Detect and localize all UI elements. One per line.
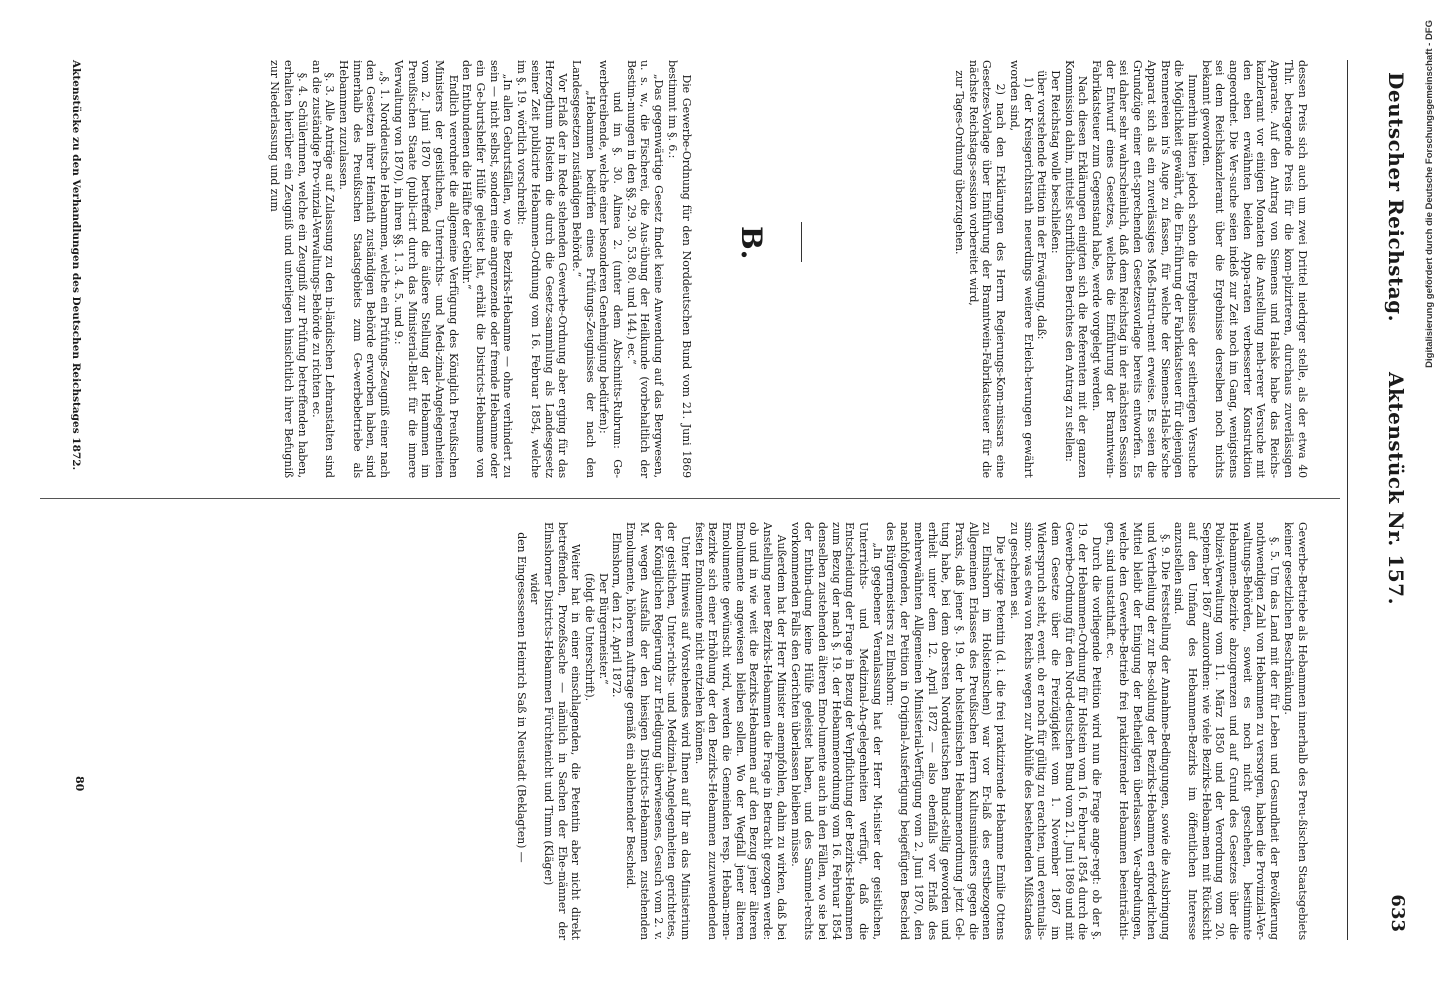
running-header — [1368, 72, 1408, 932]
right-column-text: Gewerbe-Betriebe als Hebammen innerhalb des Preu-ßischen Staatsgebiets keiner gesetzlichen Beschränkung. §. 5. Um das Land mit der für Leben und Gesundheit der Bevölkerung nothwendigen Zahl von Hebammen zu versorgen, haben die Provinzial-Ver-waltungs-Behörden, soweit es noch nicht geschehen, bestimmte Hebammen-Bezirke abzugrenzen und auf Grund des Gesetzes über die Polizei-Verwaltung vom 11. März 1850 und der Verordnung vom 20. Septem-ber 1867 anzuordnen: wie viele Bezirks-Hebam-men mit Rücksicht auf den Umfang des Hebammen-Bezirks im öffentlichen Interesse anzustellen sind. §. 9. Die Feststellung der Annahme-Bedingungen, sowie die Ausbringung und Vertheilung der zur Be-soldung der Bezirks-Hebammen erforderlichen Mittel bleibt der Einigung der Betheiligten überlassen. Ver-abredungen, welche den Gewerbe-Betrieb frei praktizirender Hebammen beeinträchti-gen, sind unstatthaft. ec. Durch die vorliegende Petition wird nun die Frage ange-regt: ob der §. 19. der Hebammen-Ordnung für Holstein vom 16. Februar 1854 durch die Gewerbe-Ordnung für den Nord-deutschen Bund vom 21. Juni 1869 und mit dem Gesetze über die Freizügigkeit vom 1. November 1867 im Widerspruch steht, event. ob er noch für gültig zu erachten, und eventualis-simo: was etwa von Reichs wegen zur Abhülfe des bestehenden Mißstandes zu geschehen sei. Die jetzige Petentin (d. i. die frei praktizirende Hebamme Emilie Ottens zu Elmshorn im Holsteinschen) war vor Er-laß des erstbezogenen Allgemeinen Erlasses des Preußischen Herrn Kultusministers gegen die Praxis, daß jener §. 19. der holsteinischen Hebammenordnung jetzt Gel-tung habe, bei dem obersten Norddeutschen Bund-stellig geworden und erhielt unter dem 12. April 1872 — also ebenfalls vor Erlaß des mehrerwähnten Allgemeinen Ministerial-Verfügung vom 2. Juni 1870, den nachfolgenden, der Petition in Original-Ausfertigung beigefügten Bescheid des Bürgermeisters zu Elmshorn: „In gegebener Veranlassung hat der Herr Mi-nister der geistlichen, Unterrichts- und Medizinal-An-gelegenheiten verfügt, daß die Entscheidung der Frage in Bezug der Verpflichtung der Bezirks-Hebammen zum Bezug der nach §. 19. der Hebammenordnung vom 16. Februar 1854 denselben zustehenden älteren Emo-lumente auch in den Fällen, wo sie bei der Entbin-dung keine Hülfe geleistet haben, und des Sammel-rechts vorkommenden Falls den Gerichten überlassen bleiben müsse. Außerdem hat der Herr Minister anempfohlen, dahin zu wirken, daß bei Anstellung neuer Bezirks-Hebammen die Frage in Betracht gezogen werde: ob und in wie weit die Bezirks-Hebammen auf den Bezug jener älteren Emolumente angewiesen bleiben sollen. Wo der Wegfall jener älteren Emolumente gewünscht wird, werden die Gemeinden resp. Hebam-men-Bezirke sich einer Erhöhung der den Bezirks-Hebammen zuzuwendenden festen Emolumente nicht entziehen können. Unter Hinweis auf Vorstehendes wird Ihnen auf Ihr an das Ministerium der geistlichen, Unter-richts- und Medizinal-Angelegenheiten gerichtetes, der Königlichen Regierung zur Erledigung überwiesenes, Gesuch vom 2. v. M. wegen Ausfalls der den hiesigen Districts-Hebammen zustehenden Emolumente, höherem Auftrage gemäß ein ablehnender Bescheid. Elmshorn, den 12. April 1872. Der Bürgermeister.“ (folgt die Unterschrift). Weiter hat in einer einschlagenden, die Petentin aber nicht direkt betreffenden, Prozeßsache — nämlich in Sachen der Ehe-männer der Elmshorner Districts-Hebammen Fürchtenicht und Timm (Kläger) wider den Eingesessenen Heinrich Saß in Neustadt (Beklagten) — — [514, 522, 1309, 941]
left-column-text-part-b: Die Gewerbe-Ordnung für den Norddeutschen Bund vom 21. Juni 1869 bestimmt im §. 6.: „Das gegenwärtige Gesetz findet keine Anwendung auf das Bergwesen, u. s. w., die Fischerei, die Aus-übung der Heilkunde (vorbehaltlich der Bestim-mungen in den §§. 29. 30. 53. 80. und 144.) ec.“ und im §. 30. Alinea 2. (unter dem Abschnitts-Rubrum: Ge-werbetreibende, welche einer besonderen Genehmigung bedürfen): „Hebammen bedürfen eines Prüfungs-Zeugnisses der nach den Landesgesetzen zuständigen Behörde.“ Vor Erlaß der in Rede stehenden Gewerbe-Ordnung aber erging für das Herzogthum Holstein die durch die Gesetz-sammlung als Landesgesetz seiner Zeit publicirte Hebammen-Ordnung vom 16. Februar 1854, welche im §. 19. wörtlich vorschreibt: „In allen Geburtsfällen, wo die Bezirks-Hebamme — ohne verhindert zu sein — nicht selbst, sondern eine angrenzende oder fremde Hebamme oder ein Ge-burtshelfer Hülfe geleistet hat, erhält die Districts-Hebamme von den Entbundenen die Hälfte der Gebühr.“ Endlich verordnet die allgemeine Verfügung des Königlich Preußischen Ministers der geistlichen, Unterrichts- und Medi-zinal-Angelegenheiten vom 2. Juni 1870 betreffend die äußere Stellung der Hebammen im Preußischen Staate (publi-cirt durch das Ministerial-Blatt für die innere Verwaltung von 1870), in ihren §§. 1. 3. 4. 5. und 9.: „§. 1. Norddeutsche Hebammen, welche ein Prüfungs-Zeugniß einer nach den Gesetzen ihrer Heimath zuständigen Behörde erworben haben, sind innerhalb des Preußischen Staatsgebiets zum Ge-werbebetriebe als Hebammen zuzulassen. §. 3. Alle Anträge auf Zulassung zu den in-ländischen Lehranstalten sind an die zuständige Pro-vinzial-Verwaltungs-Behörde zu richten ec. §. 4. Schülerinnen, welche ein Zeugniß zur Prüfung betreffenden haben, erhalten hierüber ein Zeugniß und unterliegen hinsichtlich ihrer Befugniß zur Niederlassung und zum — [268, 60, 693, 478]
page-footer: Aktenstücke zu den Verhandlungen des Deutschen Reichstages 1872. — [70, 60, 82, 471]
left-column — [925, 60, 1336, 478]
left-column-section-b — [240, 60, 720, 478]
left-column-text-part-a: dessen Preis sich auch um zwei Drittel niedriger stelle, als der etwa 40 Thlr. betragende Preis für die kom-plizirteren, durchaus zuverlässigen Apparate. Auf den Antrag von Siemens und Halske habe das Reichs-kanzleramt vor einigen Monaten die Anstellung meh-rerer Versuche mit den eben erwähnten beiden Appa-raten verbesserter Konstruktion angeordnet. Die Ver-suche seien indeß zur Zeit noch im Gang, wenigstens sei dem Reichskanzleramt über die Ergebnisse derselben noch nichts bekannt geworden. Immerhin hätten jedoch schon die Ergebnisse der seitherigen Versuche die Möglichkeit gewährt, die Ein-führung der Fabrikatsteuer für diejenigen Brennereien in's Auge zu fassen, für welche der Siemens-Hals-ke'sche Apparat sich als ein zuverlässiges Meß-Instru-ment erweise. Es seien die Grundzüge einer ent-sprechenden Gesetzesvorlage bereits entworfen. Es sei daher sehr wahrscheinlich, daß dem Reichstag in der nächsten Session der Entwurf eines Gesetzes, welches die Einführung der Branntwein-Fabrikatsteuer zum Gegenstand habe, werde vorgelegt werden. Nach diesen Erklärungen einigten sich die Referenten mit der ganzen Kommission dahin, mittelst schriftlichen Berichtes den Antrag zu stellen: Der Reichstag wolle beschließen: über vorstehende Petition in der Erwägung, daß: 1) der Kreisgerichtsrath neuerdings weitere Erleich-terungen gewährt worden sind, 2) nach den Erklärungen des Herrn Regierungs-Kom-missars eine Gesetzes-Vorlage über Einführung der Branntwein-Fabrikatsteuer für die nächste Reichstags-session vorbereitet wird, zur Tages-Ordnung überzugehen. — [953, 60, 1309, 478]
section-divider-rule — [801, 222, 802, 262]
digitization-credit: Digitalisierung gefördert durch die Deutsche Forschungsgemeinschaft - DFG — [1424, 20, 1435, 368]
section-letter: B. — [735, 226, 768, 260]
signature-mark: 80 — [73, 776, 86, 792]
header-rule — [1347, 60, 1348, 940]
header-document-number: Aktenstück Nr. 157. — [1384, 372, 1408, 606]
header-publication-title: Deutscher Reichstag. — [1384, 72, 1408, 323]
header-page-number: 633 — [1387, 894, 1408, 932]
right-column — [486, 522, 1336, 940]
column-separator — [40, 498, 1340, 499]
